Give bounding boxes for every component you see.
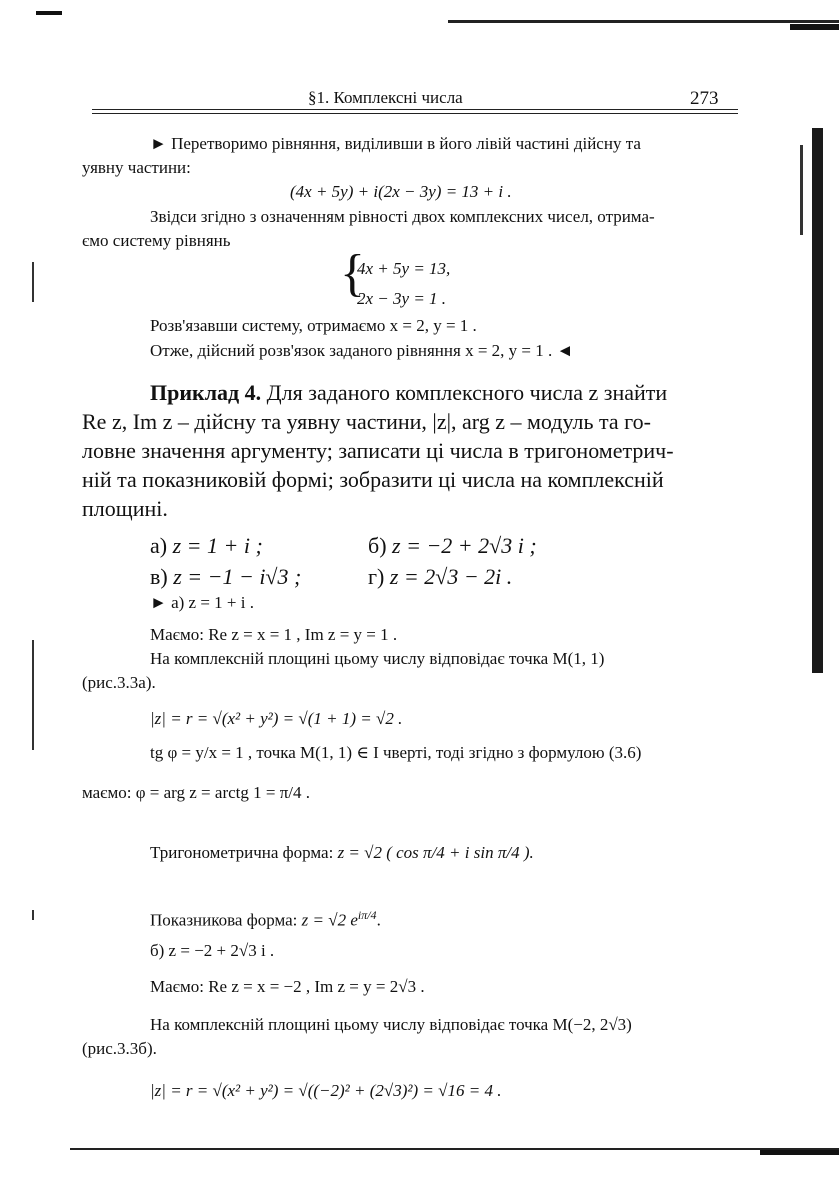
example-text: Для заданого комплексного числа z знайти bbox=[261, 380, 668, 405]
equation: (4x + 5y) + i(2x − 3y) = 13 + i . bbox=[290, 182, 512, 201]
part-a-argument: маємо: φ = arg z = arctg 1 = π/4 . bbox=[82, 783, 311, 802]
top-rule bbox=[448, 20, 839, 23]
scan-mark bbox=[36, 11, 62, 15]
running-header: §1. Комплексні числа bbox=[308, 88, 463, 107]
part-b-modulus: |z| = r = √(x² + y²) = √((−2)² + (2√3)²) = √16 = 4 . bbox=[150, 1081, 502, 1100]
paragraph-cont: ємо систему рівнянь bbox=[82, 231, 231, 250]
part-a-exp-form bbox=[150, 904, 381, 932]
exp-form-power: iπ/4 bbox=[357, 908, 377, 922]
example-label: Приклад 4. bbox=[150, 380, 262, 405]
page-number: 273 bbox=[690, 88, 719, 109]
example-heading bbox=[150, 379, 667, 407]
example-text-line: площині. bbox=[82, 496, 168, 521]
bottom-rule bbox=[70, 1148, 839, 1150]
solution-result: Розв'язавши систему, отримаємо x = 2, y = 1 . bbox=[150, 316, 477, 335]
part-b-figure-ref: (рис.3.3б). bbox=[82, 1039, 157, 1058]
solution-intro-cont: уявну частини: bbox=[82, 158, 191, 177]
part-a-modulus: |z| = r = √(x² + y²) = √(1 + 1) = √2 . bbox=[150, 709, 403, 728]
exp-form-label: Показникова форма: bbox=[150, 910, 298, 930]
part-a-heading: ► а) z = 1 + i . bbox=[150, 593, 254, 612]
part-a-trig-form bbox=[150, 842, 534, 864]
part-a-parts: Маємо: Re z = x = 1 , Im z = y = 1 . bbox=[150, 625, 398, 644]
task-item-a: а) z = 1 + i ; bbox=[150, 533, 263, 558]
task-item-c: в) z = −1 − i√3 ; bbox=[150, 564, 302, 589]
margin-bar-thin bbox=[800, 145, 803, 235]
system-eq-2: 2x − 3y = 1 . bbox=[357, 289, 447, 308]
exp-form-end: . bbox=[376, 910, 381, 930]
part-a-point: На комплексній площині цьому числу відповідає точка M(1, 1) bbox=[150, 649, 605, 668]
task-item-d: г) z = 2√3 − 2i . bbox=[368, 564, 513, 589]
system-brace: { bbox=[340, 245, 365, 302]
example-text-line: ловне значення аргументу; записати ці числа в тригонометрич- bbox=[82, 438, 674, 463]
example-text-line: ній та показниковій формі; зобразити ці числа на комплексній bbox=[82, 467, 664, 492]
header-rule bbox=[92, 109, 738, 114]
margin-bar bbox=[812, 128, 823, 673]
example-text-line: Re z, Im z – дійсну та уявну частини, |z|, arg z – модуль та го- bbox=[82, 409, 651, 434]
part-a-tangent: tg φ = y/x = 1 , точка M(1, 1) ∈ I чверті, тоді згідно з формулою (3.6) bbox=[150, 743, 642, 762]
paragraph: Звідси згідно з означенням рівності двох комплексних чисел, отрима- bbox=[150, 207, 655, 226]
top-rule-edge bbox=[790, 24, 839, 30]
exp-form-expr: z = √2 e bbox=[301, 910, 358, 930]
solution-conclusion: Отже, дійсний розв'язок заданого рівняння x = 2, y = 1 . ◄ bbox=[150, 341, 574, 360]
trig-form-label: Тригонометрична форма: bbox=[150, 843, 334, 862]
system-eq-1: 4x + 5y = 13, bbox=[357, 259, 451, 278]
part-b-point: На комплексній площині цьому числу відповідає точка M(−2, 2√3) bbox=[150, 1015, 632, 1034]
margin-tick bbox=[32, 910, 34, 920]
task-item-b: б) z = −2 + 2√3 i ; bbox=[368, 533, 537, 558]
margin-tick bbox=[32, 640, 34, 750]
margin-tick bbox=[32, 262, 34, 302]
part-b-parts: Маємо: Re z = x = −2 , Im z = y = 2√3 . bbox=[150, 977, 425, 996]
part-a-figure-ref: (рис.3.3а). bbox=[82, 673, 156, 692]
trig-form-expr: z = √2 ( cos π/4 + i sin π/4 ). bbox=[337, 843, 534, 862]
solution-intro: ► Перетворимо рівняння, виділивши в його лівій частині дійсну та bbox=[150, 134, 641, 153]
part-b-heading: б) z = −2 + 2√3 i . bbox=[150, 941, 275, 960]
bottom-rule-edge bbox=[760, 1150, 839, 1155]
